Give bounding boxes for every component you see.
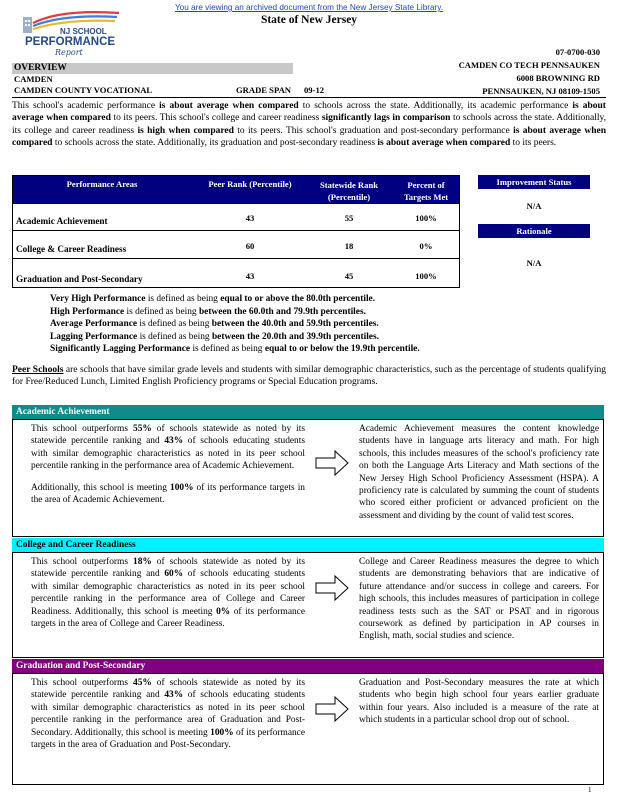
summary-text-run: is about average when compared xyxy=(159,101,299,111)
rationale-value: N/A xyxy=(526,258,542,268)
table-cell-peer-rank: 43 xyxy=(245,213,255,223)
section-text-run: This school outperforms xyxy=(31,424,133,434)
definition-mid: is defined as being xyxy=(190,344,265,355)
rationale-header: Rationale xyxy=(478,224,590,238)
section-text-run: 43% xyxy=(164,690,184,701)
section-text-run: of its performance targets in the area of College and Career Readiness. xyxy=(31,606,305,630)
table-cell-targets-met: 100% xyxy=(415,271,437,281)
page-number: 1 xyxy=(588,786,592,794)
section-text-run: of schools educating students with similar demographic characteristics as noted in its peer school percentile ranking in the performance area of Graduation and Post-Secondary. Additionally, this school is meeting xyxy=(31,690,305,738)
grade-span-value: 09-12 xyxy=(304,85,325,95)
right-arrow-icon xyxy=(315,696,349,726)
section-text-run: 0% xyxy=(216,606,231,617)
section-box xyxy=(12,552,604,658)
section-left-paragraph xyxy=(31,677,305,751)
section-text-run: of schools statewide as noted by its statewide percentile ranking and xyxy=(31,424,306,447)
section-text-run: of its performance targets in the area of Academic Achievement. xyxy=(31,482,305,506)
summary-text-run: to schools across the state. Additionally, its graduation and post-secondary readiness xyxy=(52,137,378,148)
section-left-paragraph xyxy=(31,556,305,630)
archive-notice-link[interactable]: You are viewing an archived document from the New Jersey State Library. xyxy=(174,3,444,12)
right-arrow-icon xyxy=(315,575,349,605)
definition-mid: is defined as being xyxy=(137,319,212,330)
definition-item xyxy=(50,293,420,306)
table-row-divider xyxy=(13,258,459,259)
header-peer-rank: Peer Rank (Percentile) xyxy=(208,179,292,189)
definition-mid: is defined as being xyxy=(145,294,221,304)
nj-school-performance-logo xyxy=(11,9,123,59)
section-text-run: 18% xyxy=(133,557,152,567)
table-divider xyxy=(13,203,459,204)
section-text-run: of schools statewide as noted by its statewide percentile ranking and xyxy=(31,557,306,580)
section-text-run: 43% xyxy=(164,436,184,447)
section-text-run: Additionally, this school is meeting xyxy=(31,482,170,493)
performance-table xyxy=(12,175,460,288)
definition-item xyxy=(50,331,420,344)
peer-schools-text: are schools that have similar grade levels and students with similar demographic characteristics, such as the percentage of students qualifying for Free/Reduced Lunch, Limited English Proficiency programs or Special Education programs. xyxy=(12,365,606,388)
definition-item xyxy=(50,306,420,319)
section-right-text: Academic Achievement measures the content knowledge students have in language arts literacy and math. For high schools, this includes measures of the school's proficiency rate on both the Language Arts Literacy and Math sections of the New Jersey High School Proficiency Assessment (HSPA). A proficiency rate is calculated by summing the count of students who scored either proficient or advanced proficient on the assessment and dividing by the count of valid test scores. xyxy=(359,424,599,521)
definition-name: High Performance xyxy=(50,306,125,317)
table-cell-targets-met: 0% xyxy=(419,241,433,251)
table-cell-statewide-rank: 55 xyxy=(344,213,354,223)
table-row-divider xyxy=(13,230,459,231)
section-text-run: 45% xyxy=(133,678,152,688)
summary-text-run: to schools across the state. Additionally, its academic performance xyxy=(298,101,573,111)
summary-text-run: to its peers. This school's graduation and post-secondary performance xyxy=(233,125,514,136)
definition-mid: is defined as being xyxy=(137,331,212,342)
table-cell-targets-met: 100% xyxy=(415,213,437,223)
section-text-run: 100% xyxy=(210,727,234,738)
grade-span-label: GRADE SPAN xyxy=(236,85,291,95)
definition-name: Lagging Performance xyxy=(50,331,138,342)
table-cell-area: College & Career Readiness xyxy=(16,244,127,254)
table-cell-area: Academic Achievement xyxy=(16,216,108,226)
section-header: Graduation and Post-Secondary xyxy=(12,659,604,673)
summary-text-run: is high when compared xyxy=(137,125,234,136)
right-arrow-icon xyxy=(315,450,349,480)
definition-rule: between the 40.0th and 59.9th percentiles. xyxy=(211,319,379,330)
summary-text-run: to its peers. xyxy=(510,137,557,148)
summary-text-run: is about average when compared xyxy=(12,125,606,148)
section-text-run: 100% xyxy=(170,482,194,493)
section-text-run: of schools statewide as noted by its statewide percentile ranking and xyxy=(31,678,306,701)
school-code: 07-0700-030 xyxy=(555,47,600,57)
definition-name: Average Performance xyxy=(50,319,138,330)
table-cell-statewide-rank: 18 xyxy=(344,241,354,251)
section-right-text: College and Career Readiness measures the degree to which students are demonstrating behaviors that are indicative of future attendance and/or success in college and careers. For high schools, this includes measures of participation in college readiness tests such as the SAT or PSAT and in rigorous coursework as defined by participation in AP courses in English, math, social studies and science. xyxy=(359,557,599,642)
county-name: CAMDEN COUNTY VOCATIONAL xyxy=(14,85,153,95)
definition-rule: between the 20.0th and 39.9th percentiles. xyxy=(211,331,379,342)
summary-text-run: is about average when compared xyxy=(377,137,511,148)
header-performance-areas: Performance Areas xyxy=(66,179,138,189)
performance-definitions xyxy=(50,293,420,356)
definition-item xyxy=(50,318,420,331)
summary-text-run: to its peers. This school's college and career readiness xyxy=(110,113,322,124)
section-left-paragraph xyxy=(31,482,305,507)
section-text-run: 55% xyxy=(133,424,152,434)
table-cell-peer-rank: 60 xyxy=(245,241,255,251)
definition-name: Significantly Lagging Performance xyxy=(50,344,191,355)
summary-text-run: This school's academic performance xyxy=(12,101,160,111)
header-statewide-rank: Statewide Rank (Percentile) xyxy=(319,180,378,202)
definition-rule: equal to or below the 19.9th percentile. xyxy=(264,344,420,355)
table-cell-area: Graduation and Post-Secondary xyxy=(16,274,143,284)
summary-text-run: significantly lags in comparison xyxy=(321,113,451,124)
state-title: State of New Jersey xyxy=(260,14,358,26)
section-text-run: This school outperforms xyxy=(31,678,133,688)
section-text-run: 60% xyxy=(164,569,184,580)
definition-rule: equal to or above the 80.0th percentile. xyxy=(220,294,376,304)
table-cell-peer-rank: 43 xyxy=(245,271,255,281)
school-name: CAMDEN CO TECH PENNSAUKEN xyxy=(458,60,600,70)
definition-mid: is defined as being xyxy=(124,306,199,317)
section-box xyxy=(12,673,604,785)
section-text-run: This school outperforms xyxy=(31,557,133,567)
definition-rule: between the 60.0th and 79.9th percentiles. xyxy=(198,306,366,317)
overview-heading: OVERVIEW xyxy=(12,63,293,74)
section-header: College and Career Readiness xyxy=(12,538,604,552)
section-text-run: of schools educating students with similar demographic characteristics as noted in its peer school percentile ranking in the performance area of College and Career Readiness. Additionally, this school is meeting xyxy=(31,569,305,617)
logo-text-line2: PERFORMANCE xyxy=(25,36,116,48)
section-right-text: Graduation and Post-Secondary measures the rate at which students who begin high school four years earlier graduate within four years. Also included is a measure of the rate at which students in a particular school drop out of school. xyxy=(359,678,599,726)
logo-text-line3: Report xyxy=(55,48,83,57)
improvement-status-value: N/A xyxy=(526,201,542,211)
logo-text-line1: NJ SCHOOL xyxy=(60,27,107,36)
section-box xyxy=(12,419,604,537)
school-address: 6008 BROWNING RD xyxy=(516,73,600,83)
district-name: CAMDEN xyxy=(14,74,53,84)
definition-item xyxy=(50,343,420,356)
summary-text-run: is about average when compared xyxy=(12,101,606,124)
definition-name: Very High Performance xyxy=(50,294,146,304)
section-left-text xyxy=(31,677,305,760)
section-header: Academic Achievement xyxy=(12,405,604,419)
summary-text-run: to schools across the state. Additionally, its college and career readiness xyxy=(12,113,607,136)
table-cell-statewide-rank: 45 xyxy=(344,271,354,281)
peer-schools-paragraph xyxy=(12,364,606,389)
improvement-status-header: Improvement Status xyxy=(478,175,590,189)
section-text-run: of schools educating students with similar demographic characteristics as noted in its peer school percentile ranking in the performance area of Academic Achievement. xyxy=(31,436,305,472)
section-left-text xyxy=(31,423,305,506)
section-text-run: of its performance targets in the area of Graduation and Post-Secondary. xyxy=(31,727,305,751)
school-city: PENNSAUKEN, NJ 08109-1505 xyxy=(482,86,600,96)
header-targets-met: Percent of Targets Met xyxy=(403,180,449,202)
header-divider xyxy=(12,97,606,98)
section-left-text xyxy=(31,556,305,639)
section-left-paragraph xyxy=(31,423,305,473)
peer-schools-term: Peer Schools xyxy=(12,365,64,375)
summary-paragraph xyxy=(12,100,606,149)
